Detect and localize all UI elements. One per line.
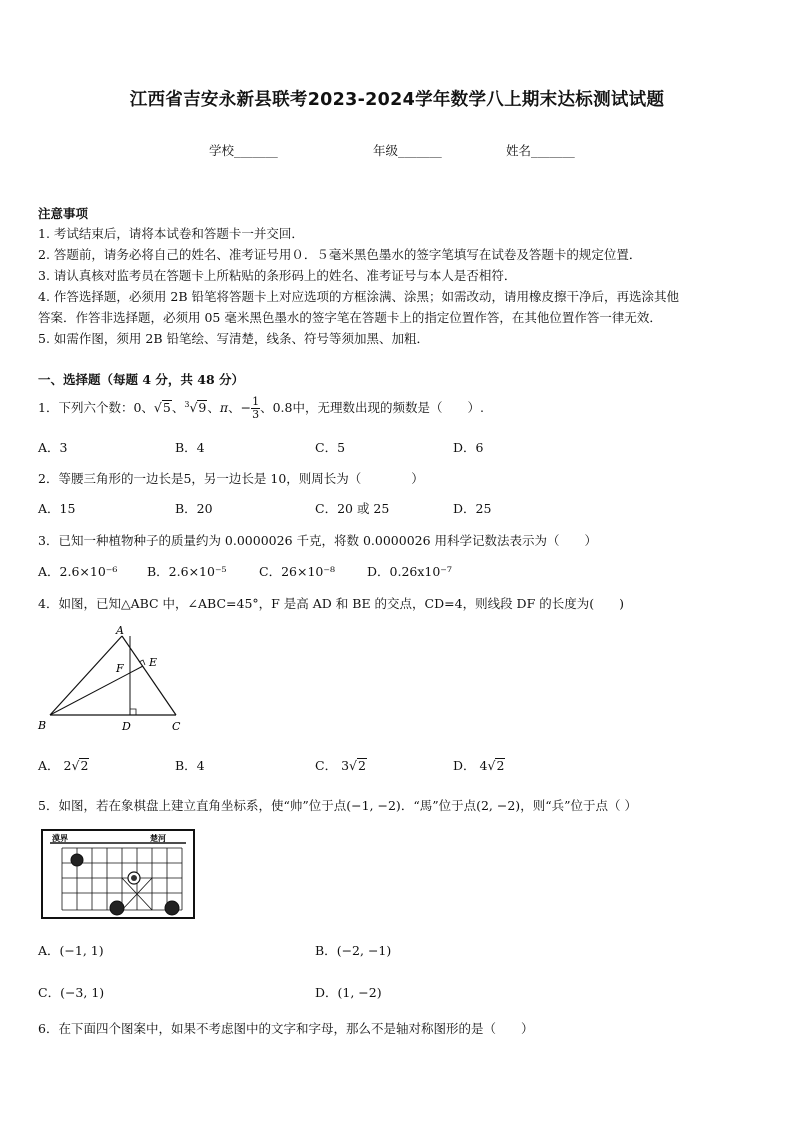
notice-heading: 注意事项 xyxy=(38,206,89,221)
q1-option-d[interactable]: D．6 xyxy=(453,440,484,455)
q3-option-d[interactable]: D．0.26x10⁻⁷ xyxy=(367,564,452,579)
chessboard-figure xyxy=(40,828,196,920)
q1-option-b[interactable]: B．4 xyxy=(175,440,205,455)
triangle-figure xyxy=(36,620,196,738)
question-1-stem: 1．下列六个数：0、√5、$^3$√9、π、− $\frac{1}{3}$ 、0.8中，无理数出现的频数是（ ）. xyxy=(38,395,484,421)
q4-option-c[interactable]: C． 3√2 xyxy=(315,758,366,773)
notice-item-1: 1. 考试结束后，请将本试卷和答题卡一并交回． xyxy=(38,226,304,241)
q1-option-c[interactable]: C．5 xyxy=(315,440,346,455)
label-e: E xyxy=(149,656,158,669)
q3-option-a[interactable]: A．2.6×10⁻⁶ xyxy=(38,564,118,579)
board-label-right: 楚河 xyxy=(150,833,166,843)
q3-option-b[interactable]: B．2.6×10⁻⁵ xyxy=(147,564,227,579)
q3-option-c[interactable]: C．26×10⁻⁸ xyxy=(259,564,335,579)
notice-item-4-cont: 答案．作答非选择题，必须用 05 毫米黑色墨水的签字笔在答题卡上的指定位置作答，在其他位置作答一律无效． xyxy=(38,310,662,325)
page-title: 江西省吉安永新县联考2023-2024学年数学八上期末达标测试试题 xyxy=(129,90,665,110)
right-angle-d xyxy=(130,709,136,715)
board-label-left: 漠界 xyxy=(52,833,68,843)
section-heading: 一、选择题（每题 4 分，共 48 分） xyxy=(38,372,245,387)
altitude-be xyxy=(50,666,143,715)
q2-option-c[interactable]: C．20 或 25 xyxy=(315,501,390,516)
q5-option-d[interactable]: D．(1, −2) xyxy=(315,985,382,1000)
label-a: A xyxy=(116,624,124,637)
question-3-stem: 3．已知一种植物种子的质量约为 0.0000026 千克，将数 0.0000026 用科学记数法表示为（ ） xyxy=(38,533,598,548)
name-field: 姓名_______ xyxy=(506,143,575,158)
q2-option-a[interactable]: A．15 xyxy=(38,501,76,516)
question-4-stem: 4．如图，已知△ABC 中，∠ABC=45°，F 是高 AD 和 BE 的交点，CD=4，则线段 DF 的长度为( ) xyxy=(38,596,624,611)
ma-piece xyxy=(165,901,179,915)
q5-option-c[interactable]: C．(−3, 1) xyxy=(38,985,105,1000)
side-ab xyxy=(50,636,122,715)
q5-option-b[interactable]: B．(−2, −1) xyxy=(315,943,392,958)
label-d: D xyxy=(122,720,131,733)
grade-field: 年级_______ xyxy=(373,143,442,158)
q2-option-d[interactable]: D．25 xyxy=(453,501,492,516)
label-f: F xyxy=(116,662,124,675)
q1-option-a[interactable]: A．3 xyxy=(38,440,68,455)
question-6-stem: 6．在下面四个图案中，如果不考虑图中的文字和字母，那么不是轴对称图形的是（ ） xyxy=(38,1021,534,1036)
bing-piece xyxy=(71,854,83,866)
notice-item-5: 5. 如需作图，须用 2B 铅笔绘、写清楚，线条、符号等须加黑、加粗． xyxy=(38,331,429,346)
q2-option-b[interactable]: B．20 xyxy=(175,501,213,516)
q4-option-a[interactable]: A． 2√2 xyxy=(38,758,89,773)
shuai-piece xyxy=(110,901,124,915)
question-2-stem: 2．等腰三角形的一边长是5，另一边长是 10，则周长为（ ） xyxy=(38,471,424,486)
label-c: C xyxy=(172,720,181,733)
school-field: 学校_______ xyxy=(209,143,278,158)
q5-option-a[interactable]: A．(−1, 1) xyxy=(38,943,104,958)
notice-item-4: 4. 作答选择题，必须用 2B 铅笔将答题卡上对应选项的方框涂满、涂黑；如需改动，请用橡皮擦干净后，再选涂其他 xyxy=(38,289,679,304)
question-5-stem: 5．如图，若在象棋盘上建立直角坐标系，使“帅”位于点(−1, −2)．“馬”位于点(2, −2)，则“兵”位于点（ ） xyxy=(38,798,637,813)
q4-option-b[interactable]: B．4 xyxy=(175,758,205,773)
q4-option-d[interactable]: D． 4√2 xyxy=(453,758,505,773)
notice-item-3: 3. 请认真核对监考员在答题卡上所粘贴的条形码上的姓名、准考证号与本人是否相符． xyxy=(38,268,517,283)
label-b: B xyxy=(38,719,47,732)
notice-item-2: 2. 答题前，请务必将自己的姓名、准考证号用０．５毫米黑色墨水的签字笔填写在试卷及答题卡的规定位置． xyxy=(38,247,642,262)
center-marker-dot xyxy=(131,875,137,881)
